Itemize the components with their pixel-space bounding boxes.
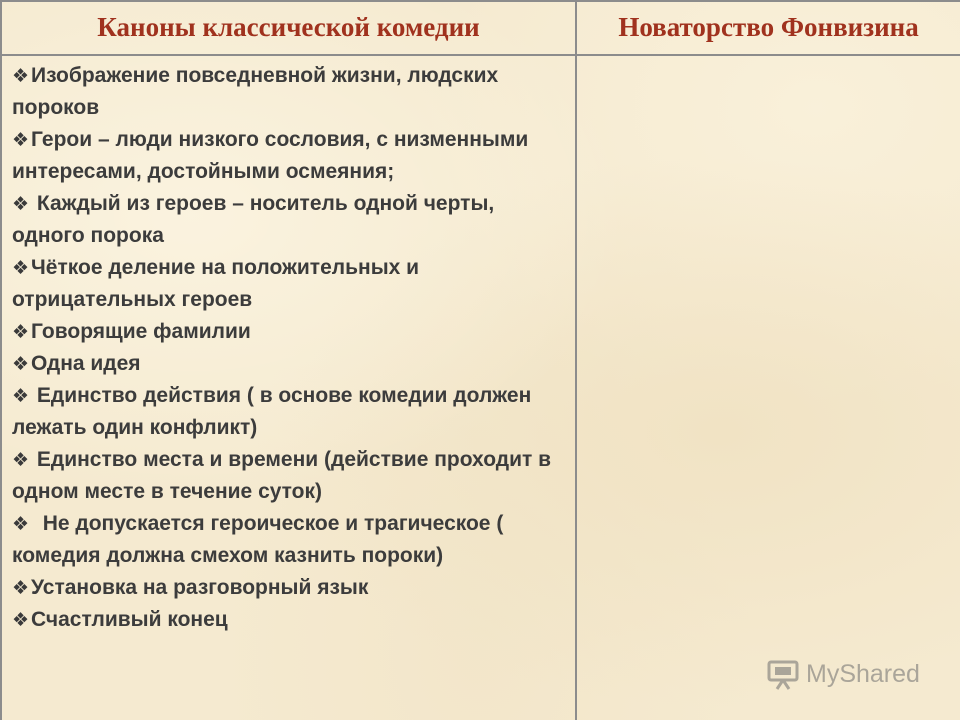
canon-item xyxy=(12,508,568,572)
canon-item xyxy=(12,444,568,508)
canon-item-text: Герои – люди низкого сословия, с низменными интересами, достойными осмеяния; xyxy=(12,128,535,183)
canon-item-text: Говорящие фамилии xyxy=(31,320,251,343)
diamond-bullet-icon: ❖ xyxy=(12,609,30,631)
innovation-cell xyxy=(577,56,960,720)
diamond-bullet-icon: ❖ xyxy=(12,513,30,535)
canon-item xyxy=(12,604,568,636)
presentation-board-icon xyxy=(766,657,800,691)
header-classic-canons: Каноны классической комедии xyxy=(97,11,480,42)
diamond-bullet-icon: ❖ xyxy=(12,193,30,215)
header-fonvizin-innovation: Новаторство Фонвизина xyxy=(618,11,919,42)
canon-item-text: Единство действия ( в основе комедии должен лежать один конфликт) xyxy=(12,384,538,439)
canons-list xyxy=(12,60,568,636)
canon-item-text: Установка на разговорный язык xyxy=(31,576,369,599)
canon-item xyxy=(12,572,568,604)
canon-item-text: Чёткое деление на положительных и отрицательных героев xyxy=(12,256,425,311)
canon-item xyxy=(12,348,568,380)
canon-item xyxy=(12,60,568,124)
canon-item-text: Одна идея xyxy=(31,352,141,375)
canon-item xyxy=(12,124,568,188)
watermark xyxy=(766,656,920,692)
diamond-bullet-icon: ❖ xyxy=(12,385,30,407)
diamond-bullet-icon: ❖ xyxy=(12,449,30,471)
diamond-bullet-icon: ❖ xyxy=(12,577,30,599)
canon-item-text: Не допускается героическое и трагическое ( комедия должна смехом казнить пороки) xyxy=(12,512,510,567)
canon-item xyxy=(12,380,568,444)
canon-item xyxy=(12,316,568,348)
table-left-border xyxy=(0,0,2,720)
canon-item-text: Каждый из героев – носитель одной черты, одного порока xyxy=(12,192,501,247)
diamond-bullet-icon: ❖ xyxy=(12,129,30,151)
watermark-text: MyShared xyxy=(806,659,920,688)
canon-item-text: Счастливый конец xyxy=(31,608,228,631)
diamond-bullet-icon: ❖ xyxy=(12,321,30,343)
canon-item-text: Единство места и времени (действие проходит в одном месте в течение суток) xyxy=(12,448,557,503)
diamond-bullet-icon: ❖ xyxy=(12,257,30,279)
diamond-bullet-icon: ❖ xyxy=(12,353,30,375)
canon-item xyxy=(12,252,568,316)
canon-item-text: Изображение повседневной жизни, людских пороков xyxy=(12,64,505,119)
canon-item xyxy=(12,188,568,252)
diamond-bullet-icon: ❖ xyxy=(12,65,30,87)
